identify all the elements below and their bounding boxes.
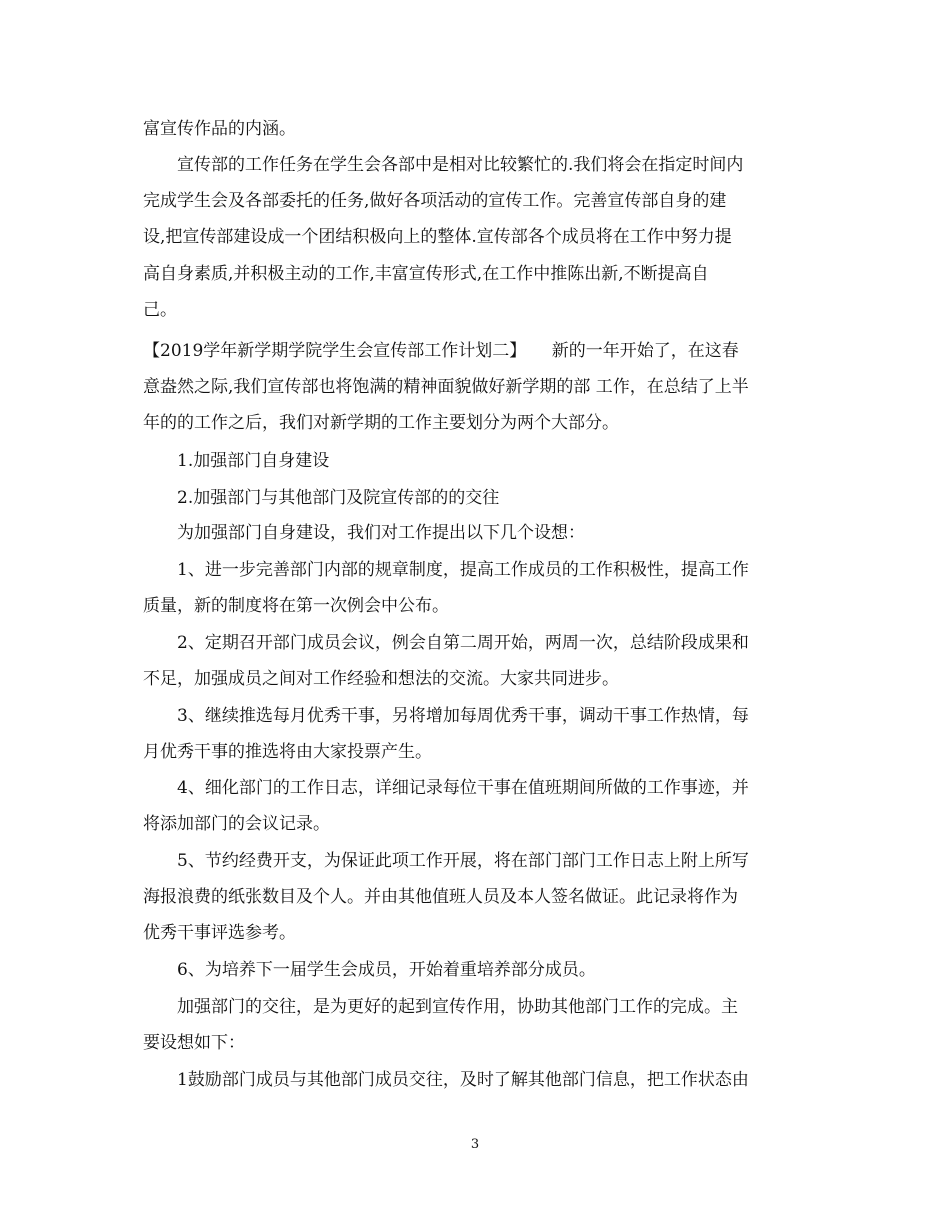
text-line: 不足，加强成员之间对工作经验和想法的交流。大家共同进步。 [143,669,619,689]
text-line: 海报浪费的纸张数目及个人。并由其他值班人员及本人签名做证。此记录将作为 [143,887,738,907]
text-line: 富宣传作品的内涵。 [143,119,296,139]
text-line: 要设想如下： [143,1033,245,1053]
text-line: 将添加部门的会议记录。 [143,814,330,834]
list-item: 5、节约经费开支，为保证此项工作开展，将在部门部门工作日志上附上所写 [177,851,749,871]
text-line: 意盎然之际,我们宣传部也将饱满的精神面貌做好新学期的部 工作，在总结了上半 [143,377,749,397]
text-line: 完成学生会及各部委托的任务,做好各项活动的宣传工作。完善宣传部自身的建 [143,191,727,211]
section-heading-line: 【2019学年新学期学院学生会宣传部工作计划二】 新的一年开始了，在这春 [143,341,739,361]
list-item: 1.加强部门自身建设 [177,451,330,471]
paragraph-first-line: 加强部门的交往，是为更好的起到宣传作用，协助其他部门工作的完成。主 [177,997,738,1017]
list-item: 1、进一步完善部门内部的规章制度，提高工作成员的工作积极性，提高工作 [177,560,749,580]
text-line: 高自身素质,并积极主动的工作,丰富宣传形式,在工作中推陈出新,不断提高自 [143,264,709,284]
list-item: 2.加强部门与其他部门及院宣传部的的交往 [177,488,500,508]
paragraph-first-line: 宣传部的工作任务在学生会各部中是相对比较繁忙的.我们将会在指定时间内 [177,155,744,175]
text-line: 优秀干事评选参考。 [143,923,296,943]
text-line: 年的的工作之后，我们对新学期的工作主要划分为两个大部分。 [143,413,619,433]
list-item: 3、继续推选每月优秀干事，另将增加每周优秀干事，调动干事工作热情，每 [177,706,749,726]
text-line: 月优秀干事的推选将由大家投票产生。 [143,742,432,762]
text-line: 质量，新的制度将在第一次例会中公布。 [143,596,449,616]
page-number: 3 [470,1137,480,1152]
paragraph-first-line: 为加强部门自身建设，我们对工作提出以下几个设想： [177,523,585,543]
list-item: 4、细化部门的工作日志，详细记录每位干事在值班期间所做的工作事迹，并 [177,778,749,798]
list-item: 6、为培养下一届学生会成员，开始着重培养部分成员。 [177,960,596,980]
text-line: 己。 [143,300,177,320]
list-item: 2、定期召开部门成员会议，例会自第二周开始，两周一次，总结阶段成果和 [177,633,749,653]
list-item: 1鼓励部门成员与其他部门成员交往，及时了解其他部门信息，把工作状态由 [177,1070,749,1090]
text-line: 设,把宣传部建设成一个团结积极向上的整体.宣传部各个成员将在工作中努力提 [143,227,732,247]
